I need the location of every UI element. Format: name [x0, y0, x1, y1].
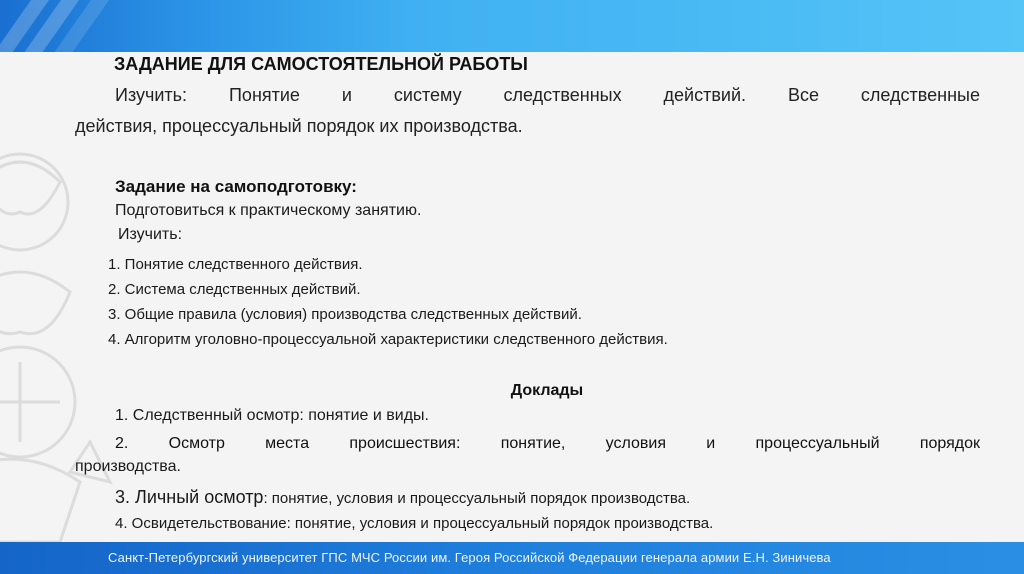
reports-title: Доклады	[510, 382, 584, 399]
intro-line-1: Изучить: Понятие и систему следственных действий. Все следственные	[115, 85, 980, 105]
intro-line-2: действия, процессуальный порядок их производства.	[75, 116, 523, 136]
self-prep-title: Задание на самоподготовку:	[115, 177, 357, 196]
report-item-3-lead: 3. Личный осмотр	[115, 487, 264, 507]
page-title: ЗАДАНИЕ ДЛЯ САМОСТОЯТЕЛЬНОЙ РАБОТЫ	[114, 54, 528, 74]
report-item-2-line-2: производства.	[75, 458, 181, 475]
study-label: Изучить:	[118, 226, 183, 243]
emblem-watermark-icon	[0, 142, 130, 562]
report-item-4: 4. Освидетельствование: понятие, условия и процессуальный порядок производства.	[115, 515, 714, 532]
report-item-3-rest: : понятие, условия и процессуальный порядок производства.	[263, 490, 691, 507]
list-item: 1. Понятие следственного действия.	[108, 256, 363, 273]
footer-banner	[0, 542, 1024, 574]
report-item-2-line-1: 2. Осмотр места происшествия: понятие, условия и процессуальный порядок	[115, 435, 980, 452]
list-item: 3. Общие правила (условия) производства следственных действий.	[108, 306, 582, 323]
list-item: 4. Алгоритм уголовно-процессуальной характеристики следственного действия.	[108, 331, 668, 348]
footer-text: Санкт-Петербургский университет ГПС МЧС России им. Героя Российской Федерации генерала армии Е.Н. Зиничева	[108, 550, 831, 565]
top-banner	[0, 0, 1024, 52]
self-prep-subtitle: Подготовиться к практическому занятию.	[115, 202, 422, 219]
list-item: 2. Система следственных действий.	[108, 281, 361, 298]
report-item-3	[115, 487, 690, 508]
intro-paragraph	[75, 80, 980, 142]
report-item-1: 1. Следственный осмотр: понятие и виды.	[115, 407, 429, 424]
